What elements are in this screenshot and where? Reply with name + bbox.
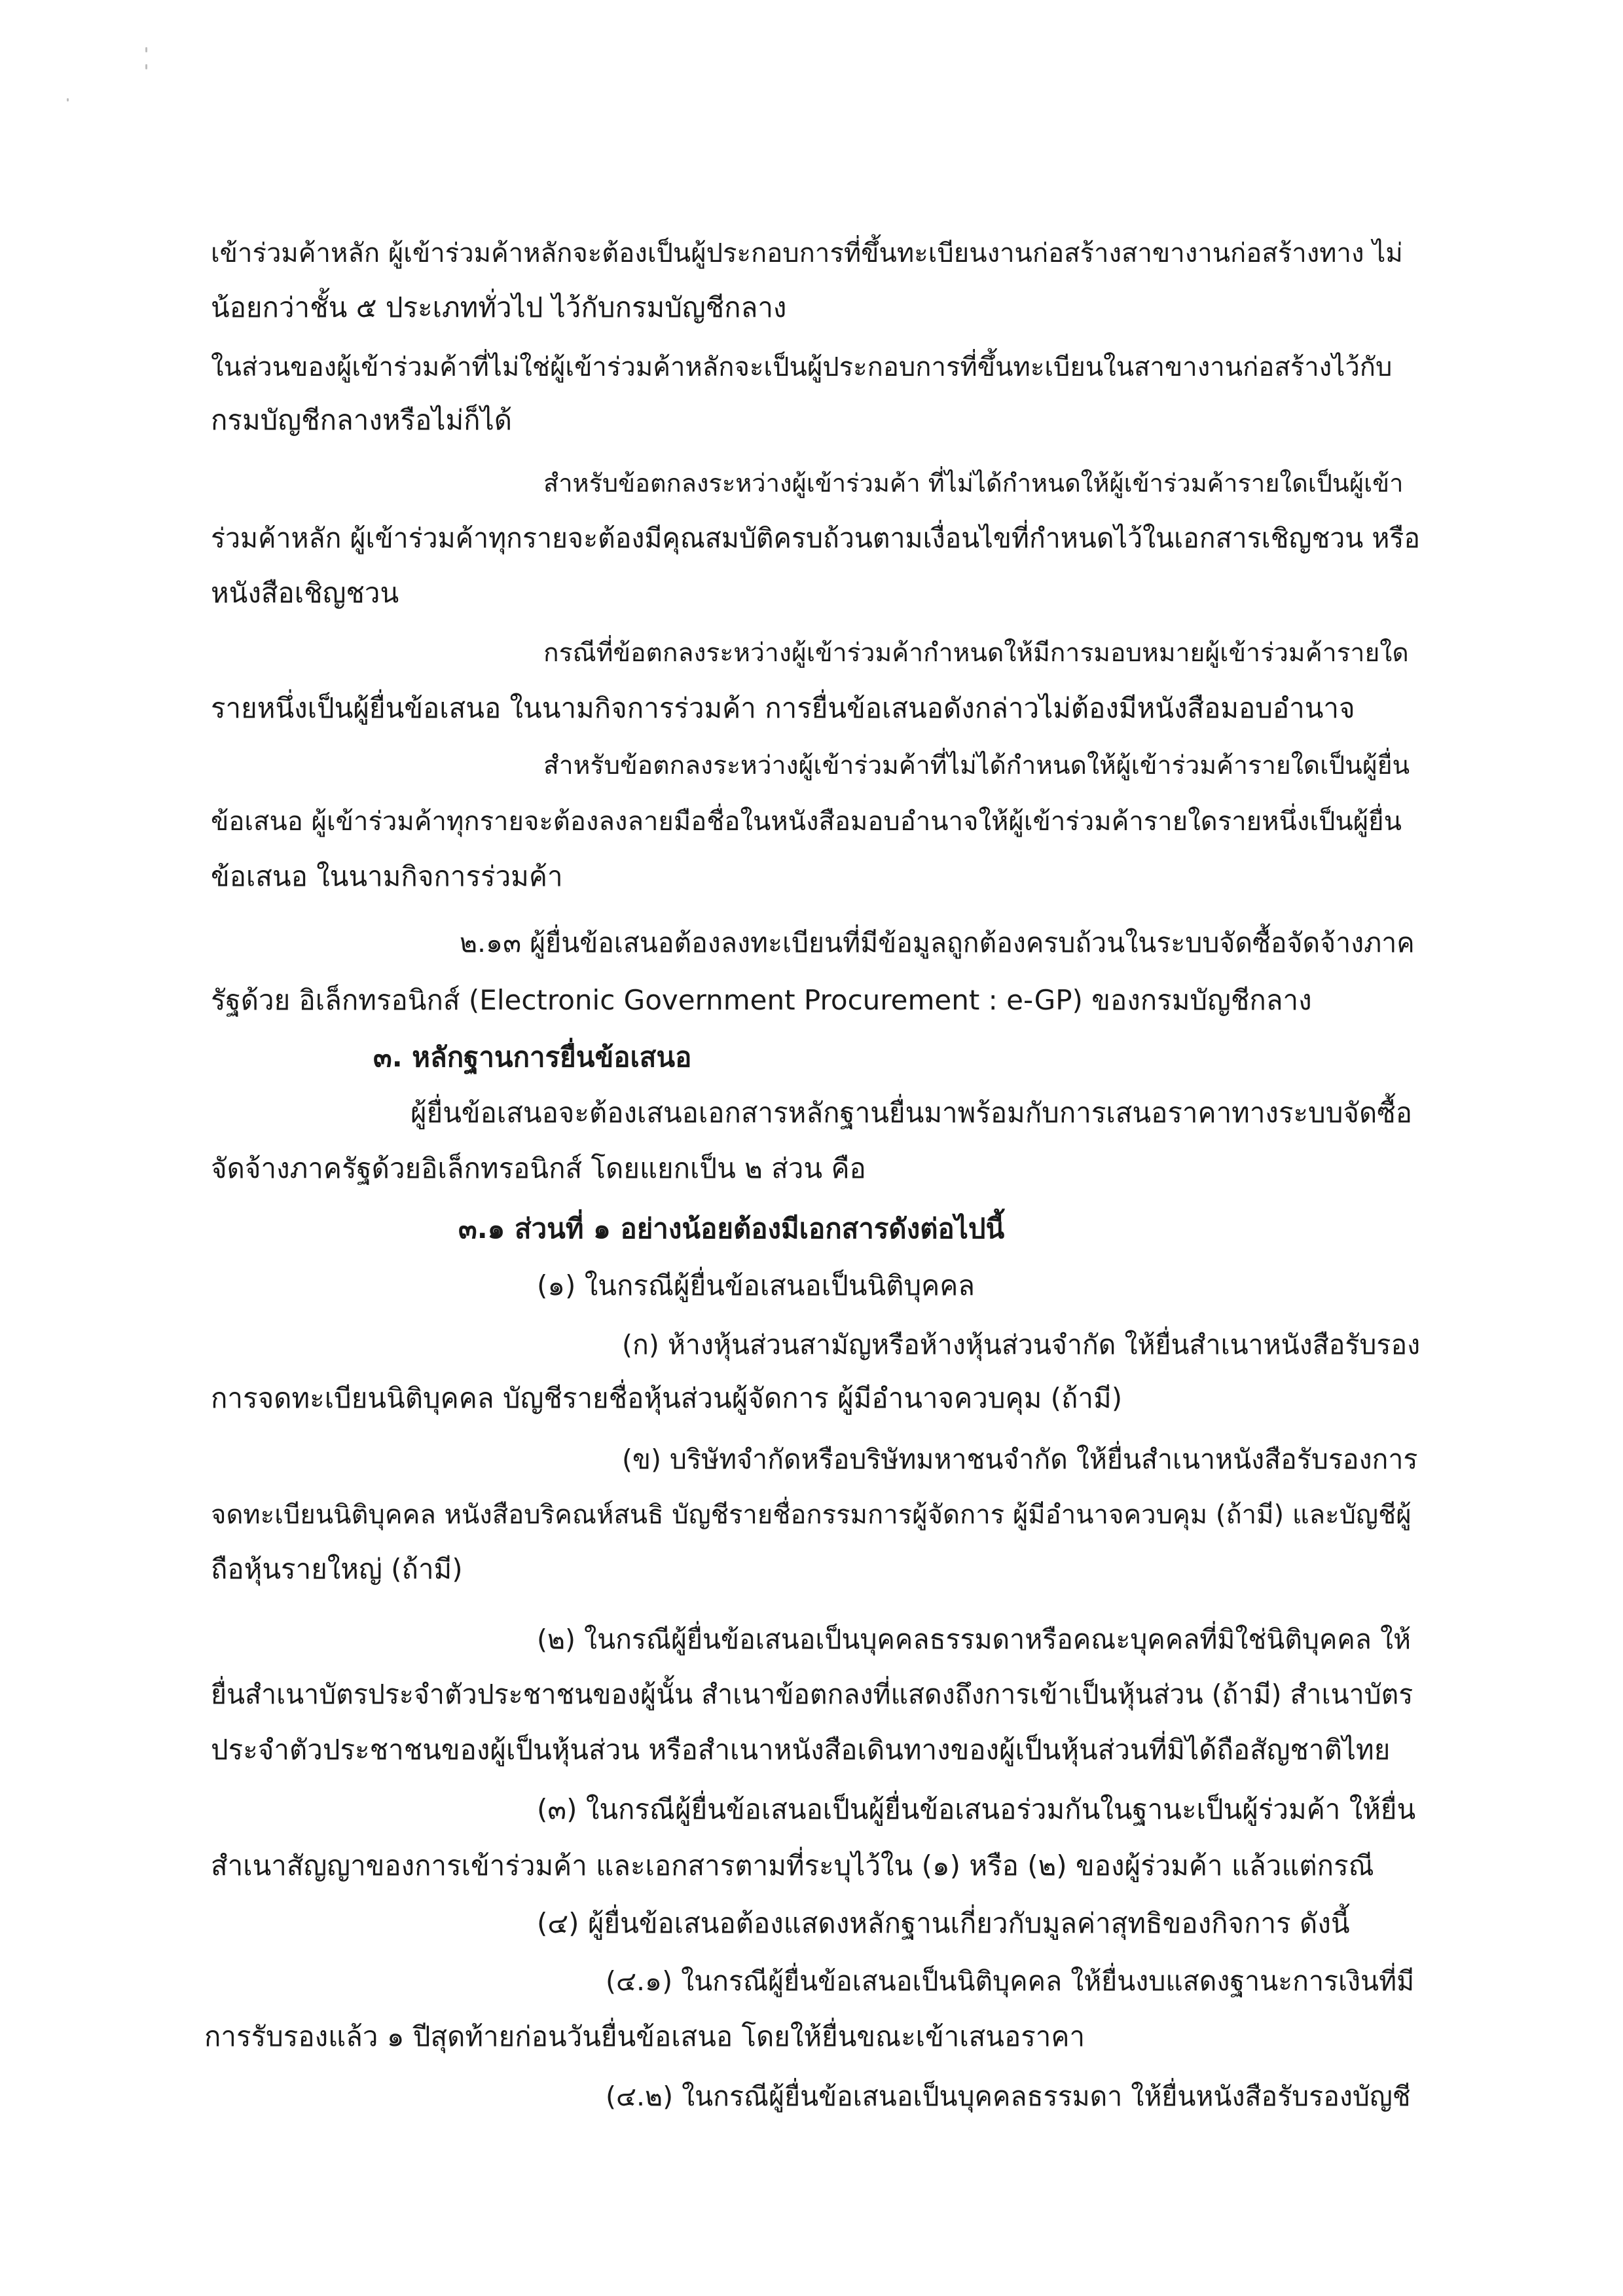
text-line: ถือหุ้นรายใหญ่ (ถ้ามี)	[211, 1553, 463, 1585]
list-item: (๔.๒) ในกรณีผู้ยื่นข้อเสนอเป็นบุคคลธรรมดา ให้ยื่นหนังสือรับรองบัญชี	[606, 2081, 1411, 2112]
list-item: (ก) ห้างหุ้นส่วนสามัญหรือห้างหุ้นส่วนจำกัด ให้ยื่นสำเนาหนังสือรับรอง	[622, 1329, 1421, 1360]
text-line: ข้อเสนอ ในนามกิจการร่วมค้า	[211, 860, 563, 892]
text-line: ในส่วนของผู้เข้าร่วมค้าที่ไม่ใช่ผู้เข้าร่วมค้าหลักจะเป็นผู้ประกอบการที่ขึ้นทะเบียนในสาขางานก่อสร้างไว้กับ	[211, 352, 1393, 382]
text-line: การจดทะเบียนนิติบุคคล บัญชีรายชื่อหุ้นส่วนผู้จัดการ ผู้มีอำนาจควบคุม (ถ้ามี)	[211, 1382, 1123, 1414]
text-line: สำเนาสัญญาของการเข้าร่วมค้า และเอกสารตามที่ระบุไว้ใน (๑) หรือ (๒) ของผู้ร่วมค้า แล้วแต่กรณี	[211, 1850, 1374, 1882]
text-line: ผู้ยื่นข้อเสนอจะต้องเสนอเอกสารหลักฐานยื่นมาพร้อมกับการเสนอราคาทางระบบจัดซื้อ	[410, 1097, 1412, 1129]
section-item: ๒.๑๓ ผู้ยื่นข้อเสนอต้องลงทะเบียนที่มีข้อมูลถูกต้องครบถ้วนในระบบจัดซื้อจัดจ้างภาค	[460, 927, 1415, 958]
scan-speck	[145, 64, 147, 69]
text-line: สำหรับข้อตกลงระหว่างผู้เข้าร่วมค้าที่ไม่ได้กำหนดให้ผู้เข้าร่วมค้ารายใดเป็นผู้ยื่น	[543, 751, 1410, 780]
text-line: ข้อเสนอ ผู้เข้าร่วมค้าทุกรายจะต้องลงลายมือชื่อในหนังสือมอบอำนาจให้ผู้เข้าร่วมค้ารายใดรายหนึ่งเป็นผู้ยื่น	[211, 807, 1402, 837]
text-line: กรมบัญชีกลางหรือไม่ก็ได้	[211, 404, 512, 436]
list-item: (ข) บริษัทจำกัดหรือบริษัทมหาชนจำกัด ให้ยื่นสำเนาหนังสือรับรองการ	[622, 1444, 1418, 1475]
text-line: รัฐด้วย อิเล็กทรอนิกส์ (Electronic Government Procurement : e-GP) ของกรมบัญชีกลาง	[211, 984, 1312, 1016]
list-item: (๔) ผู้ยื่นข้อเสนอต้องแสดงหลักฐานเกี่ยวกับมูลค่าสุทธิของกิจการ ดังนี้	[537, 1907, 1350, 1939]
list-item: (๒) ในกรณีผู้ยื่นข้อเสนอเป็นบุคคลธรรมดาหรือคณะบุคคลที่มิใช่นิติบุคคล ให้	[537, 1624, 1412, 1655]
text-line: สำหรับข้อตกลงระหว่างผู้เข้าร่วมค้า ที่ไม่ได้กำหนดให้ผู้เข้าร่วมค้ารายใดเป็นผู้เข้า	[543, 469, 1404, 498]
text-line: น้อยกว่าชั้น ๕ ประเภททั่วไป ไว้กับกรมบัญชีกลาง	[211, 291, 787, 323]
text-line: รายหนึ่งเป็นผู้ยื่นข้อเสนอ ในนามกิจการร่วมค้า การยื่นข้อเสนอดังกล่าวไม่ต้องมีหนังสือมอบอำนาจ	[211, 692, 1355, 724]
text-line: ประจำตัวประชาชนของผู้เป็นหุ้นส่วน หรือสำเนาหนังสือเดินทางของผู้เป็นหุ้นส่วนที่มิได้ถือสัญชาติไทย	[211, 1734, 1391, 1766]
subsection-heading: ๓.๑ ส่วนที่ ๑ อย่างน้อยต้องมีเอกสารดังต่อไปนี้	[458, 1212, 1005, 1245]
list-item: (๑) ในกรณีผู้ยื่นข้อเสนอเป็นนิติบุคคล	[537, 1269, 976, 1302]
text-line: หนังสือเชิญชวน	[211, 577, 399, 609]
list-item: (๔.๑) ในกรณีผู้ยื่นข้อเสนอเป็นนิติบุคคล ให้ยื่นงบแสดงฐานะการเงินที่มี	[606, 1965, 1415, 1997]
scan-speck	[67, 98, 69, 101]
list-item: (๓) ในกรณีผู้ยื่นข้อเสนอเป็นผู้ยื่นข้อเสนอร่วมกันในฐานะเป็นผู้ร่วมค้า ให้ยื่น	[537, 1793, 1416, 1825]
text-line: เข้าร่วมค้าหลัก ผู้เข้าร่วมค้าหลักจะต้องเป็นผู้ประกอบการที่ขึ้นทะเบียนงานก่อสร้างสาขางานก่อสร้างทาง ไม่	[211, 238, 1403, 268]
section-heading: ๓. หลักฐานการยื่นข้อเสนอ	[373, 1041, 692, 1073]
text-line: จัดจ้างภาครัฐด้วยอิเล็กทรอนิกส์ โดยแยกเป็น ๒ ส่วน คือ	[211, 1152, 866, 1184]
text-line: ยื่นสำเนาบัตรประจำตัวประชาชนของผู้นั้น สำเนาข้อตกลงที่แสดงถึงการเข้าเป็นหุ้นส่วน (ถ้ามี) สำเนาบัตร	[211, 1679, 1413, 1710]
text-line: จดทะเบียนนิติบุคคล หนังสือบริคณห์สนธิ บัญชีรายชื่อกรรมการผู้จัดการ ผู้มีอำนาจควบคุม (ถ้ามี) และบัญชีผู้	[211, 1500, 1412, 1530]
text-line: การรับรองแล้ว ๑ ปีสุดท้ายก่อนวันยื่นข้อเสนอ โดยให้ยื่นขณะเข้าเสนอราคา	[204, 2020, 1085, 2052]
scan-speck	[145, 47, 147, 52]
text-line: กรณีที่ข้อตกลงระหว่างผู้เข้าร่วมค้ากำหนดให้มีการมอบหมายผู้เข้าร่วมค้ารายใด	[543, 638, 1409, 668]
text-line: ร่วมค้าหลัก ผู้เข้าร่วมค้าทุกรายจะต้องมีคุณสมบัติครบถ้วนตามเงื่อนไขที่กำหนดไว้ในเอกสารเชิญชวน หรือ	[211, 522, 1421, 554]
